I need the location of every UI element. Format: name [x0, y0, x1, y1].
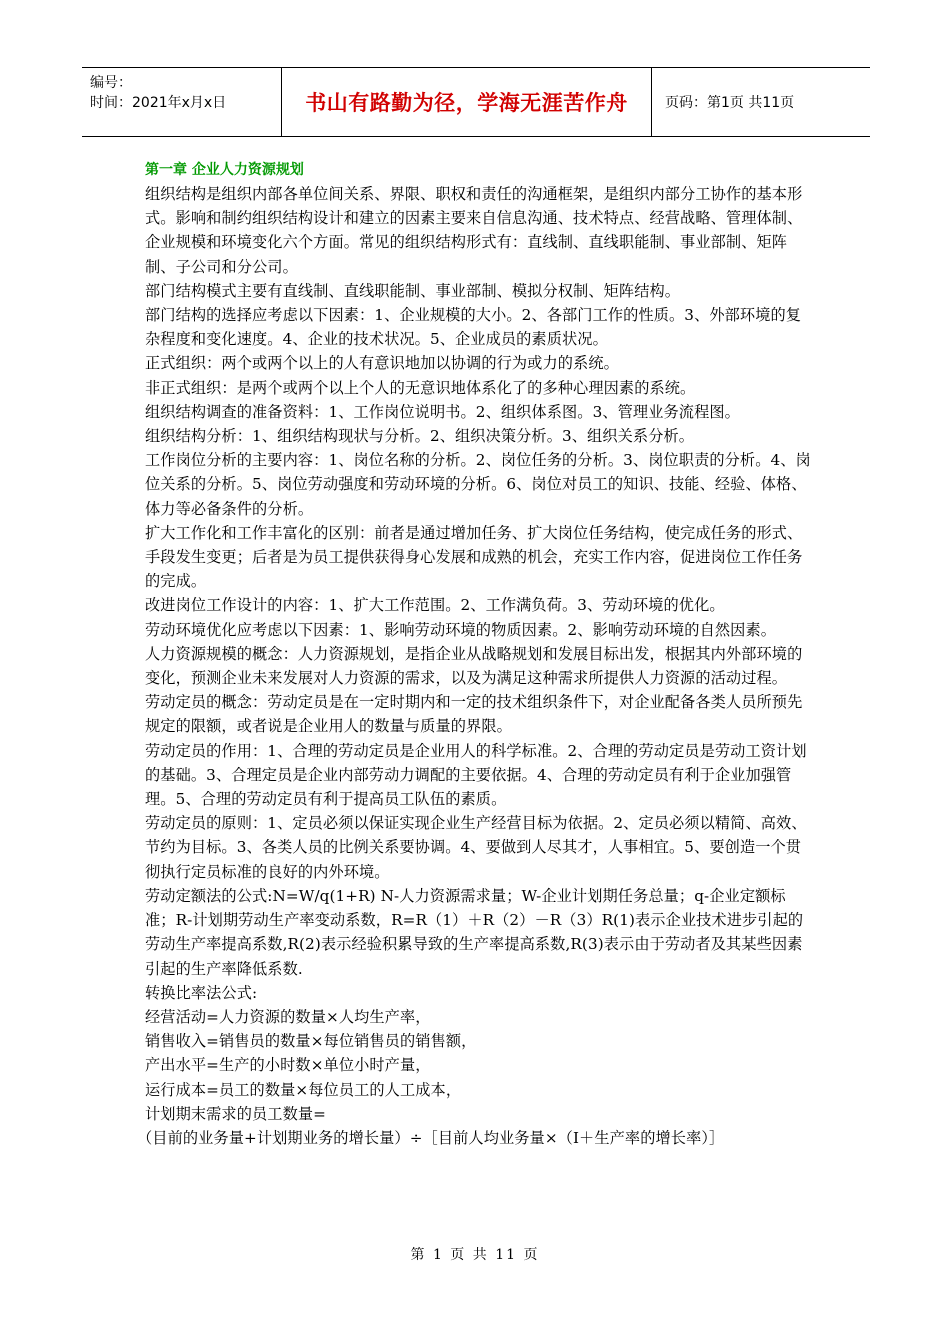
- paragraph-quota-formula: 劳动定额法的公式:N=W/q(1+R) N-人力资源需求量；W-企业计划期任务总量；q-企业定额标准；R-计划期劳动生产率变动系数，R=R（1）＋R（2）－R（3）R(1)表示企业技术进步引起的劳动生产率提高系数,R(2)表示经验积累导致的生产率提高系数,R(3)表示由于劳动者及其某些因素引起的生产率降低系数.: [145, 886, 804, 978]
- formula-business-activity: 经营活动=人力资源的数量×人均生产率，: [145, 1007, 431, 1026]
- paragraph-dept-models: 部门结构模式主要有直线制、直线职能制、事业部制、模拟分权制、矩阵结构。: [145, 281, 681, 300]
- paragraph-org-structure: 组织结构是组织内部各单位间关系、界限、职权和责任的沟通框架，是组织内部分工协作的基本形式。影响和制约组织结构设计和建立的因素主要来自信息沟通、技术特点、经营战略、管理体制、企业规模和环境变化六个方面。常见的组织结构形式有：直线制、直线职能制、事业部制、矩阵制、子公司和分公司。: [145, 185, 803, 276]
- chapter-title: 第一章 企业人力资源规划: [145, 162, 304, 178]
- header-meta-cell: [82, 68, 282, 136]
- formula-output-level: 产出水平=生产的小时数×单位小时产量，: [145, 1056, 431, 1075]
- page-footer: 第 1 页 共 11 页: [410, 1247, 540, 1263]
- formula-sales-revenue: 销售收入=销售员的数量×每位销售员的销售额，: [145, 1032, 477, 1051]
- paragraph-informal-org: 非正式组织：是两个或两个以上个人的无意识地体系化了的多种心理因素的系统。: [145, 378, 696, 397]
- page-header: [82, 67, 870, 137]
- paragraph-job-analysis: 工作岗位分析的主要内容：1、岗位名称的分析。2、岗位任务的分析。3、岗位职责的分析。4、岗位关系的分析。5、岗位劳动强度和劳动环境的分析。6、岗位对员工的知识、技能、经验、体格、体力等必备条件的分析。: [145, 451, 811, 518]
- paragraph-work-environment: 劳动环境优化应考虑以下因素：1、影响劳动环境的物质因素。2、影响劳动环境的自然因素。: [145, 620, 777, 639]
- formula-staff-demand-expression: （目前的业务量+计划期业务的增长量）÷［目前人均业务量×（Ⅰ＋生产率的增长率）］: [137, 1128, 725, 1147]
- paragraph-survey-materials: 组织结构调查的准备资料：1、工作岗位说明书。2、组织体系图。3、管理业务流程图。: [145, 402, 740, 421]
- paragraph-staffing-role: 劳动定员的作用：1、合理的劳动定员是企业用人的科学标准。2、合理的劳动定员是劳动工资计划的基础。3、合理定员是企业内部劳动力调配的主要依据。4、合理的劳动定员有利于企业加强管理。5、合理的劳动定员有利于提高员工队伍的素质。: [145, 741, 807, 809]
- document-body: [137, 158, 815, 1150]
- header-page-info: 页码：第1页 共11页: [665, 95, 795, 111]
- serial-number-label: 编号：: [90, 75, 132, 91]
- paragraph-formal-org: 正式组织：两个或两个以上的人有意识地加以协调的行为或力的系统。: [145, 354, 619, 373]
- date-label: 时间：2021年x月x日: [90, 95, 227, 111]
- header-motto: 书山有路勤为径，学海无涯苦作舟: [282, 68, 652, 136]
- paragraph-dept-selection: 部门结构的选择应考虑以下因素：1、企业规模的大小。2、各部门工作的性质。3、外部环境的复杂程度和变化速度。4、企业的技术状况。5、企业成员的素质状况。: [145, 306, 802, 349]
- paragraph-hr-planning: 人力资源规模的概念：人力资源规划，是指企业从战略规划和发展目标出发，根据其内外部环境的变化，预测企业未来发展对人力资源的需求，以及为满足这种需求所提供人力资源的活动过程。: [145, 644, 803, 688]
- paragraph-staffing-principles: 劳动定员的原则：1、定员必须以保证实现企业生产经营目标为依据。2、定员必须以精简、高效、节约为目标。3、各类人员的比例关系要协调。4、要做到人尽其才，人事相宜。5、要创造一个贯彻执行定员标准的良好的内外环境。: [145, 814, 807, 881]
- paragraph-structure-analysis: 组织结构分析：1、组织结构现状与分析。2、组织决策分析。3、组织关系分析。: [145, 427, 695, 446]
- paragraph-job-enlargement: 扩大工作化和工作丰富化的区别：前者是通过增加任务、扩大岗位任务结构，使完成任务的形式、手段发生变更；后者是为员工提供获得身心发展和成熟的机会，充实工作内容，促进岗位工作任务的完成。: [145, 523, 803, 591]
- formula-operating-cost: 运行成本=员工的数量×每位员工的人工成本，: [145, 1080, 462, 1099]
- paragraph-job-design: 改进岗位工作设计的内容：1、扩大工作范围。2、工作满负荷。3、劳动环境的优化。: [145, 596, 725, 615]
- formula-staff-demand: 计划期末需求的员工数量=: [145, 1104, 326, 1123]
- paragraph-staffing-concept: 劳动定员的概念：劳动定员是在一定时期内和一定的技术组织条件下，对企业配备各类人员所预先规定的限额，或者说是企业用人的数量与质量的界限。: [145, 693, 803, 736]
- paragraph-conversion-title: 转换比率法公式:: [145, 983, 258, 1002]
